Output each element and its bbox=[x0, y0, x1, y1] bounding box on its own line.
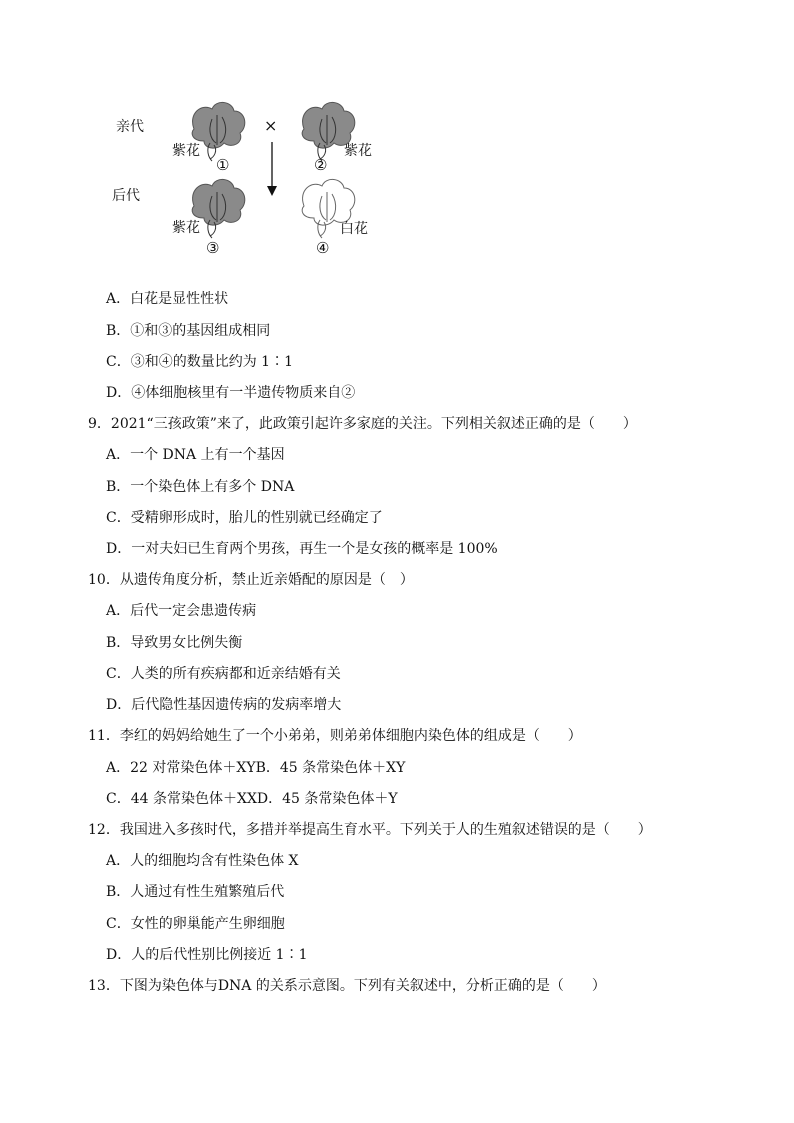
flower-2-number: ② bbox=[314, 156, 328, 174]
q12-option-c[interactable]: C．女性的卵巢能产生卵细胞 bbox=[106, 916, 285, 932]
q8-option-c[interactable]: C．③和④的数量比约为 1∶1 bbox=[106, 354, 293, 370]
q12-stem: 12．我国进入多孩时代，多措并举提高生育水平。下列关于人的生殖叙述错误的是（ ） bbox=[88, 822, 652, 838]
q9-option-c[interactable]: C．受精卵形成时，胎儿的性别就已经确定了 bbox=[106, 510, 383, 526]
q8-option-a[interactable]: A．白花是显性性状 bbox=[106, 291, 229, 307]
q8-option-d[interactable]: D．④体细胞核里有一半遗传物质来自② bbox=[106, 385, 356, 401]
q9-stem: 9．2021“三孩政策”来了，此政策引起许多家庭的关注。下列相关叙述正确的是（ ） bbox=[88, 416, 637, 432]
q9-option-b[interactable]: B．一个染色体上有多个 DNA bbox=[106, 479, 295, 495]
down-arrow-icon bbox=[264, 140, 280, 198]
q11-options-cd[interactable]: C．44 条常染色体＋XXD．45 条常染色体＋Y bbox=[106, 791, 398, 807]
q10-option-d[interactable]: D．后代隐性基因遗传病的发病率增大 bbox=[106, 697, 342, 713]
q8-option-b[interactable]: B．①和③的基因组成相同 bbox=[106, 323, 271, 339]
q12-option-a[interactable]: A．人的细胞均含有性染色体 X bbox=[106, 853, 299, 869]
q10-option-c[interactable]: C．人类的所有疾病都和近亲结婚有关 bbox=[106, 666, 341, 682]
flower-3-color-label: 紫花 bbox=[172, 220, 200, 236]
q13-stem: 13．下图为染色体与DNA 的关系示意图。下列有关叙述中，分析正确的是（ ） bbox=[88, 978, 606, 994]
flower-1-color-label: 紫花 bbox=[172, 143, 200, 159]
flower-4-number: ④ bbox=[316, 239, 330, 257]
offspring-generation-label: 后代 bbox=[112, 188, 140, 204]
q11-stem: 11．李红的妈妈给她生了一个小弟弟，则弟弟体细胞内染色体的组成是（ ） bbox=[88, 728, 582, 744]
flower-1-number: ① bbox=[216, 156, 230, 174]
flower-3-number: ③ bbox=[206, 239, 220, 257]
q12-option-d[interactable]: D．人的后代性别比例接近 1∶1 bbox=[106, 947, 308, 963]
q12-option-b[interactable]: B．人通过有性生殖繁殖后代 bbox=[106, 884, 285, 900]
q9-option-d[interactable]: D．一对夫妇已生育两个男孩，再生一个是女孩的概率是 100% bbox=[106, 541, 498, 557]
cross-symbol: × bbox=[264, 116, 278, 135]
q10-option-a[interactable]: A．后代一定会患遗传病 bbox=[106, 603, 257, 619]
q11-options-ab[interactable]: A．22 对常染色体＋XYB．45 条常染色体＋XY bbox=[106, 760, 406, 776]
flower-4-color-label: 白花 bbox=[340, 221, 368, 237]
parent-generation-label: 亲代 bbox=[116, 119, 144, 135]
q10-stem: 10．从遗传角度分析，禁止近亲婚配的原因是（ ） bbox=[88, 572, 414, 588]
flower-2-color-label: 紫花 bbox=[344, 143, 372, 159]
q10-option-b[interactable]: B．导致男女比例失衡 bbox=[106, 635, 243, 651]
q9-option-a[interactable]: A．一个 DNA 上有一个基因 bbox=[106, 447, 285, 463]
